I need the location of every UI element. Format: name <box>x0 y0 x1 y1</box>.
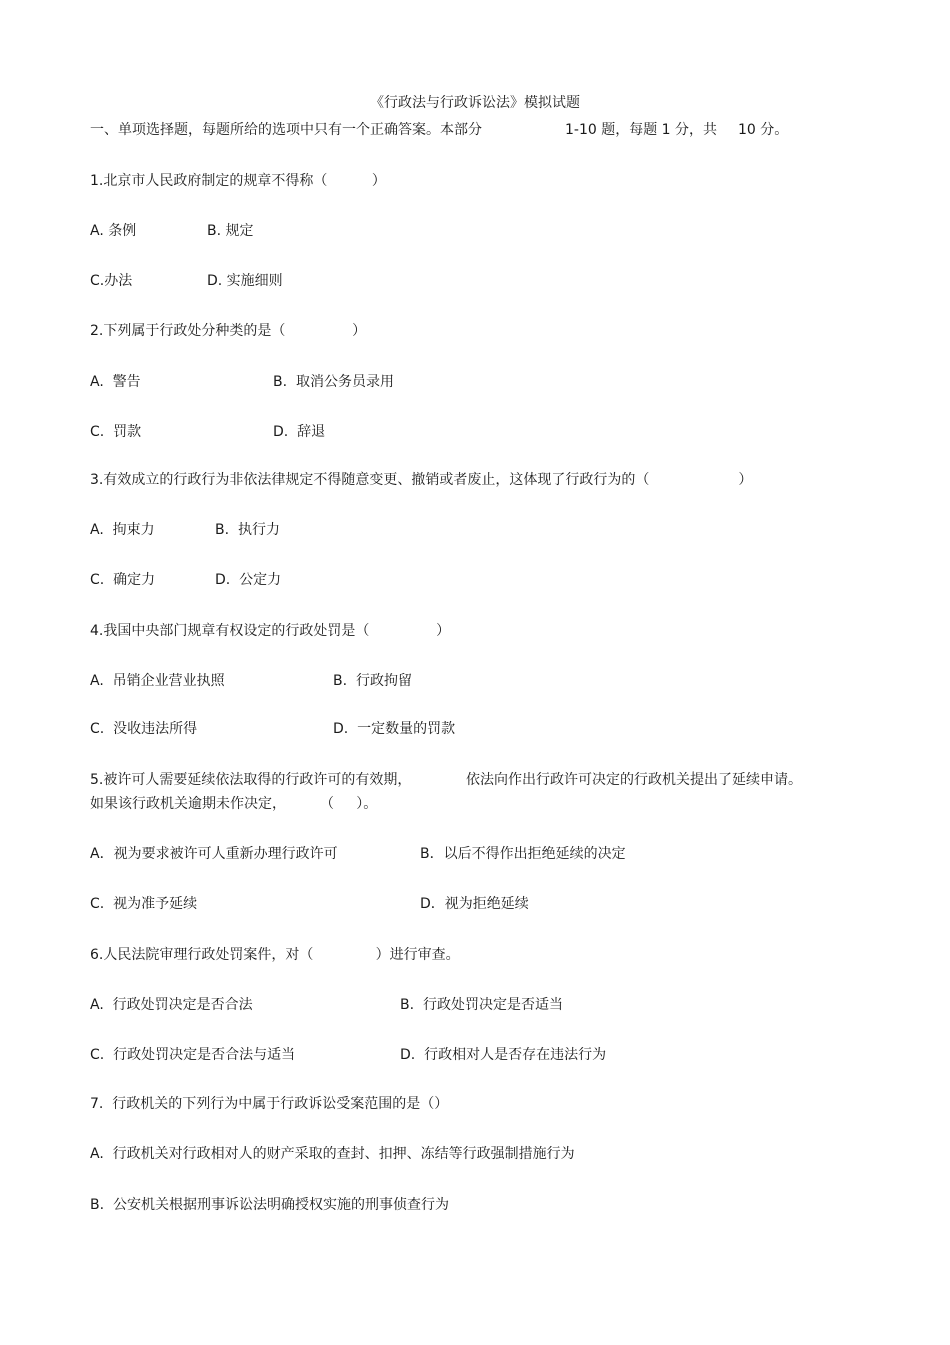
question-2-option-c: C. 罚款 <box>90 424 142 440</box>
question-3-stem: 3.有效成立的行政行为非依法律规定不得随意变更、撤销或者废止，这体现了行政行为的（ ） <box>90 472 753 488</box>
page-title: 《行政法与行政诉讼法》模拟试题 <box>370 95 580 111</box>
question-2-option-d: D. 辞退 <box>273 424 326 440</box>
question-5-stem-part1: 5.被许可人需要延续依法取得的行政许可的有效期， <box>90 772 412 788</box>
question-5-option-b: B．以后不得作出拒绝延续的决定 <box>420 846 626 862</box>
question-2-option-b: B. 取消公务员录用 <box>273 374 394 390</box>
question-6-option-a: A. 行政处罚决定是否合法 <box>90 997 253 1013</box>
question-6-option-c: C. 行政处罚决定是否合法与适当 <box>90 1047 296 1063</box>
question-5-option-d: D．视为拒绝延续 <box>420 896 529 912</box>
question-3-option-d: D. 公定力 <box>215 572 282 588</box>
question-3-option-c: C. 确定力 <box>90 572 156 588</box>
section-heading-range: 1-10 题，每题 1 分，共 <box>565 122 718 138</box>
question-1-stem: 1.北京市人民政府制定的规章不得称（ ） <box>90 173 386 189</box>
question-7-stem: 7. 行政机关的下列行为中属于行政诉讼受案范围的是（） <box>90 1096 449 1112</box>
section-heading: 一、单项选择题，每题所给的选项中只有一个正确答案。本部分 <box>90 122 482 138</box>
question-5-stem-part3: 如果该行政机关逾期未作决定， <box>90 796 286 812</box>
question-5-option-a: A．视为要求被许可人重新办理行政许可 <box>90 846 338 862</box>
question-3-option-b: B. 执行力 <box>215 522 280 538</box>
question-4-option-a: A. 吊销企业营业执照 <box>90 673 225 689</box>
question-4-option-b: B. 行政拘留 <box>333 673 412 689</box>
question-7-option-b: B. 公安机关根据刑事诉讼法明确授权实施的刑事侦查行为 <box>90 1197 449 1213</box>
question-2-stem: 2.下列属于行政处分种类的是（ ） <box>90 323 367 339</box>
question-4-option-d: D. 一定数量的罚款 <box>333 721 456 737</box>
section-heading-total: 10 分。 <box>738 122 789 138</box>
question-1-option-b: B. 规定 <box>207 223 254 239</box>
question-5-stem-part4: （ ）。 <box>320 796 378 812</box>
question-1-option-d: D. 实施细则 <box>207 273 283 289</box>
question-5-stem-part2: 依法向作出行政许可决定的行政机关提出了延续申请。 <box>466 772 802 788</box>
question-2-option-a: A. 警告 <box>90 374 141 390</box>
question-1-option-c: C.办法 <box>90 273 133 289</box>
question-1-option-a: A. 条例 <box>90 223 137 239</box>
question-4-stem: 4.我国中央部门规章有权设定的行政处罚是（ ） <box>90 623 451 639</box>
question-6-stem: 6.人民法院审理行政处罚案件，对（ ）进行审查。 <box>90 947 460 963</box>
question-7-option-a: A. 行政机关对行政相对人的财产采取的查封、扣押、冻结等行政强制措施行为 <box>90 1146 575 1162</box>
question-5-option-c: C. 视为准予延续 <box>90 896 198 912</box>
question-6-option-d: D. 行政相对人是否存在违法行为 <box>400 1047 607 1063</box>
question-6-option-b: B. 行政处罚决定是否适当 <box>400 997 563 1013</box>
question-4-option-c: C. 没收违法所得 <box>90 721 198 737</box>
question-3-option-a: A. 拘束力 <box>90 522 155 538</box>
